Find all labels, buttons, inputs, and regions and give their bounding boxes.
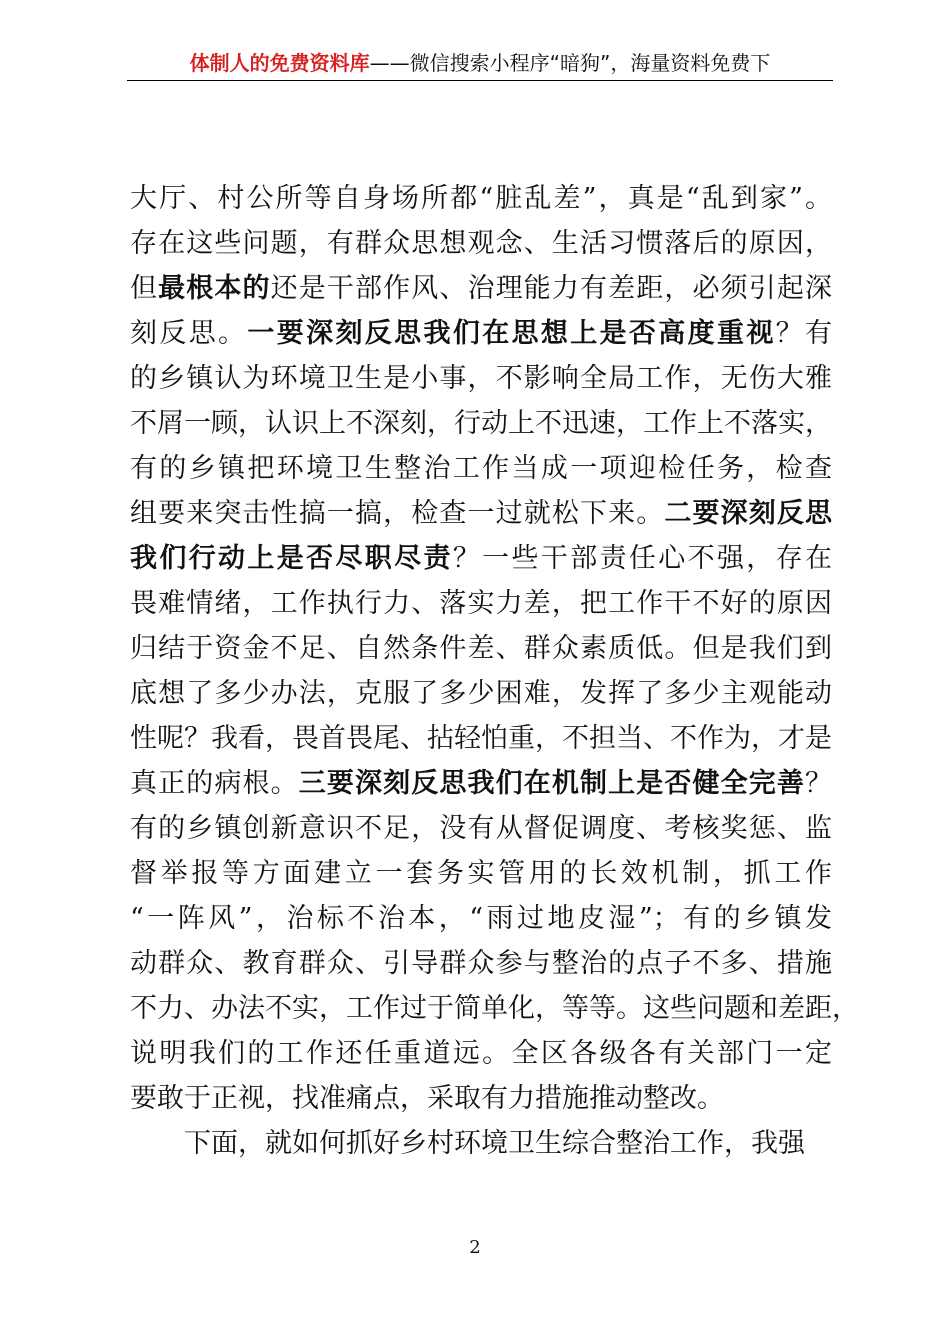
text-run: 真正的病根。 [130,768,299,799]
text-line [130,941,832,986]
text-line [130,716,832,761]
text-line [130,536,832,581]
text-run: 有的乡镇把环境卫生整治工作当成一项迎检任务，检查 [130,453,832,484]
text-run: 有的乡镇创新意识不足，没有从督促调度、考核奖惩、监 [130,813,832,844]
text-run: “一阵风”，治标不治本，“雨过地皮湿”；有的乡镇发 [130,903,832,934]
text-run: 底想了多少办法，克服了多少困难，发挥了多少主观能动 [130,678,832,709]
bold-text: 我们行动上是否尽职尽责 [130,543,453,574]
text-run: 但 [130,273,159,304]
text-line [130,761,832,806]
header-brand: 体制人的免费资料库 [189,51,370,75]
text-line [130,1121,832,1166]
text-run: ？一些干部责任心不强，存在 [452,543,833,574]
text-line [130,1076,832,1121]
page-header [127,46,833,80]
text-run: 畏难情绪，工作执行力、落实力差，把工作干不好的原因 [130,588,832,619]
text-run: 动群众、教育群众、引导群众参与整治的点子不多、措施 [130,948,832,979]
text-line [130,176,832,221]
text-run: 组要来突击性搞一搞，检查一过就松下来。 [130,498,665,529]
text-run: 的乡镇认为环境卫生是小事，不影响全局工作，无伤大雅 [130,363,832,394]
bold-text: 最根本的 [158,273,271,304]
text-line [130,221,832,266]
text-line [130,626,832,671]
text-run: 大厅、村公所等自身场所都“脏乱差”，真是“乱到家”。 [130,183,832,214]
text-run: 下面，就如何抓好乡村环境卫生综合整治工作，我强 [184,1128,805,1159]
text-run: 要敢于正视，找准痛点，采取有力措施推动整改。 [130,1083,724,1114]
header-rule [127,80,833,81]
text-run: 不力、办法不实，工作过于简单化，等等。这些问题和差距， [130,993,859,1024]
text-line [130,446,832,491]
text-run: 性呢？我看，畏首畏尾、拈轻怕重，不担当、不作为，才是 [130,723,832,754]
text-run: 督举报等方面建立一套务实管用的长效机制，抓工作 [130,858,832,889]
text-run: ？有 [775,318,833,349]
text-line [130,986,859,1031]
document-body [130,176,859,1166]
text-run: 存在这些问题，有群众思想观念、生活习惯落后的原因， [130,228,832,259]
text-line [130,356,832,401]
bold-text: 二要深刻反思 [664,498,832,529]
text-run: 说明我们的工作还任重道远。全区各级各有关部门一定 [130,1038,832,1069]
text-line [130,806,832,851]
text-line [130,671,832,716]
bold-text: 一要深刻反思我们在思想上是否高度重视 [247,318,776,349]
header-tagline: ——微信搜索小程序“暗狗”，海量资料免费下 [369,51,771,75]
text-line [130,896,832,941]
text-line [130,311,832,356]
page-number: 2 [469,1237,481,1258]
text-line [130,1031,832,1076]
text-line [130,401,832,446]
text-run: 刻反思。 [130,318,248,349]
text-run: 不屑一顾，认识上不深刻，行动上不迅速，工作上不落实， [130,408,832,439]
text-line [130,851,832,896]
text-line [130,266,832,311]
text-run: 归结于资金不足、自然条件差、群众素质低。但是我们到 [130,633,832,664]
text-run: 还是干部作风、治理能力有差距，必须引起深 [270,273,832,304]
text-run: ？ [805,768,832,799]
bold-text: 三要深刻反思我们在机制上是否健全完善 [298,768,805,799]
text-line [130,491,832,536]
text-line [130,581,832,626]
